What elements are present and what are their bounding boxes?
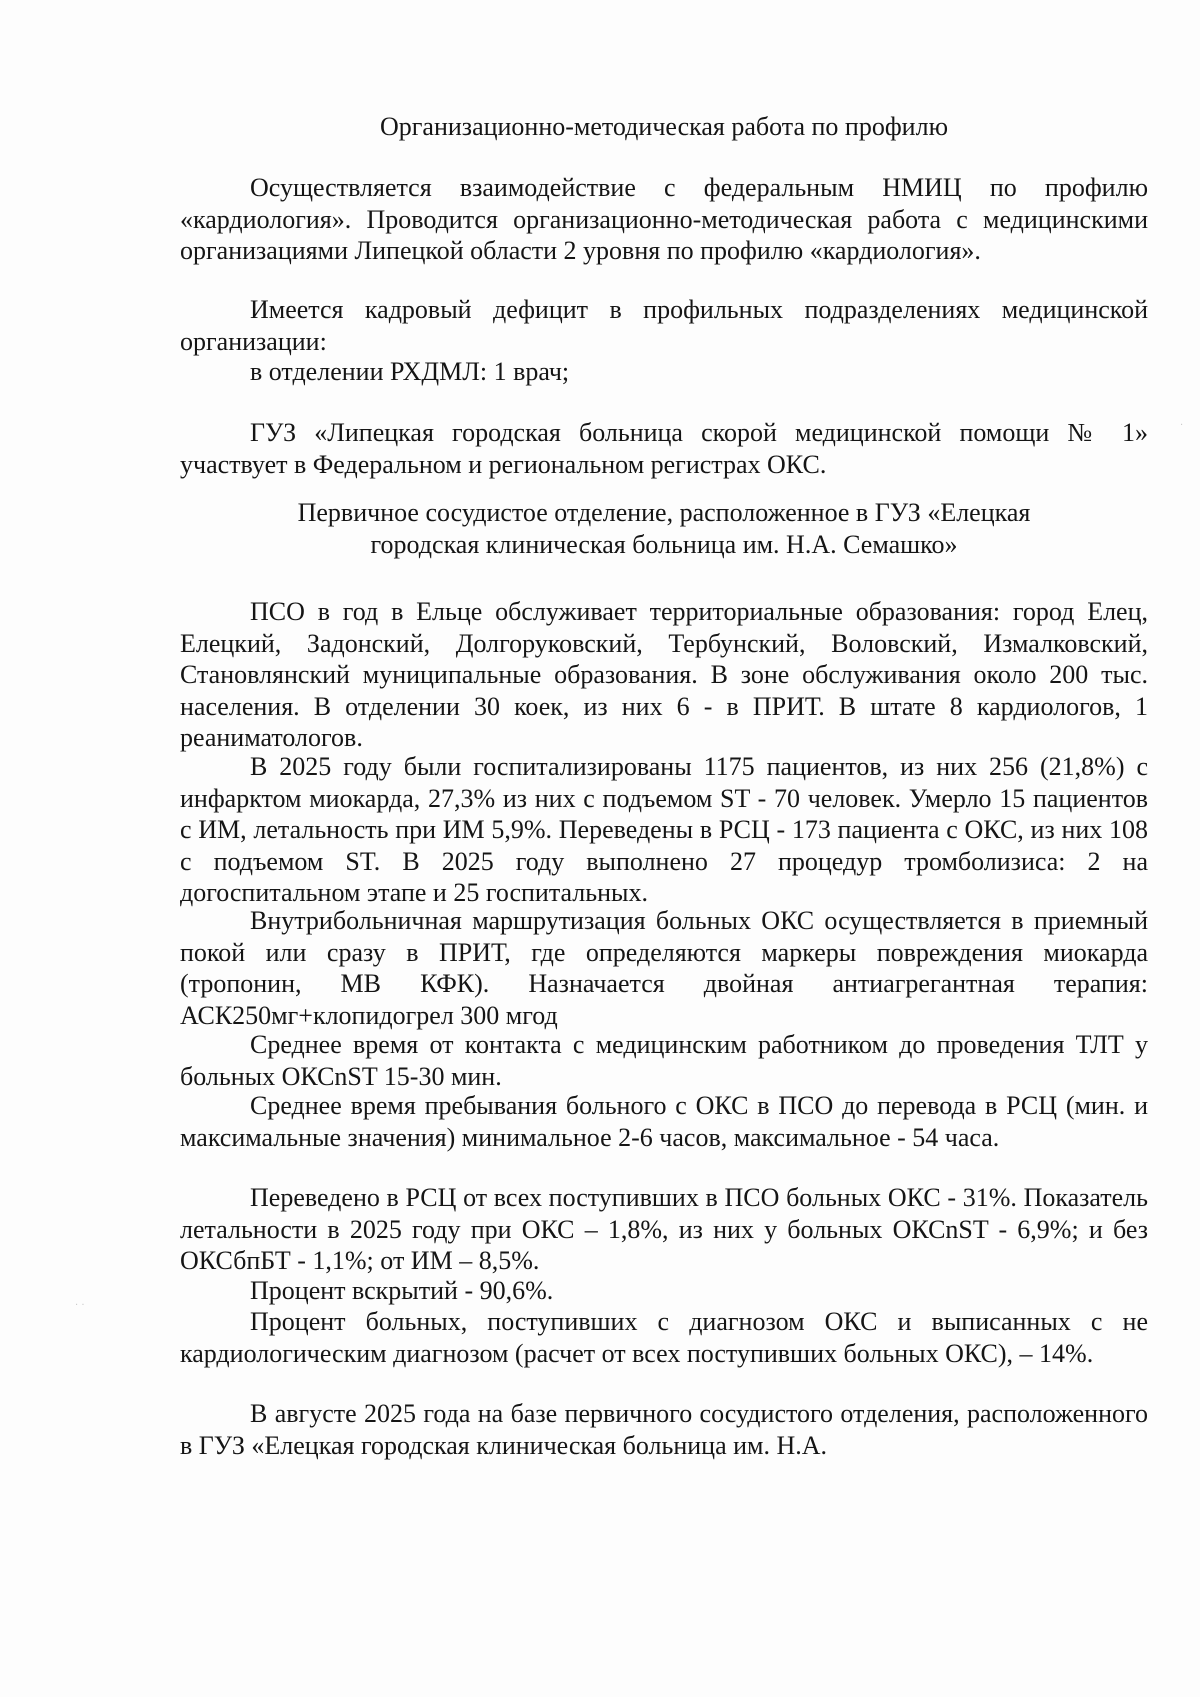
- section-title-line-2: городская клиническая больница им. Н.А. Семашко»: [370, 529, 958, 559]
- paragraph-staff-deficit: Имеется кадровый дефицит в профильных подразделениях медицинской организации:: [180, 295, 1148, 356]
- paragraph-rhdml-vacancy: в отделении РХДМЛ: 1 врач;: [250, 357, 570, 386]
- paragraph-transfer-mortality: Переведено в РСЦ от всех поступивших в ПСО больных ОКС - 31%. Показатель летальности в 2025 году при ОКС – 1,8%, из них у больных ОКСnST - 6,9%; и без ОКСбпБТ - 1,1%; от ИМ – 8,5%.: [180, 1183, 1148, 1275]
- paragraph-registry-participation: ГУЗ «Липецкая городская больница скорой медицинской помощи № 1» участвует в Федеральном и региональном регистрах ОКС.: [180, 418, 1148, 479]
- section-title-methodical-work: Организационно-методическая работа по профилю: [379, 112, 948, 141]
- paragraph-internal-routing: Внутрибольничная маршрутизация больных ОКС осуществляется в приемный покой или сразу в ПРИТ, где определяются маркеры повреждения миокарда (тропонин, МВ КФК). Назначается двойная антиагрегантная терапия: АСК250мг+клопидогрел 300 мгод: [180, 906, 1148, 1030]
- paragraph-nmic-interaction: Осуществляется взаимодействие с федеральным НМИЦ по профилю «кардиология». Проводится организационно-методическая работа с медицинскими организациями Липецкой области 2 уровня по профилю «кардиология».: [180, 173, 1148, 265]
- scan-speck: · ·: [75, 1300, 85, 1311]
- paragraph-stay-time: Среднее время пребывания больного с ОКС в ПСО до перевода в РСЦ (мин. и максимальные значения) минимальное 2-6 часов, максимальное - 54 часа.: [180, 1091, 1148, 1152]
- section-title-line-1: Первичное сосудистое отделение, расположенное в ГУЗ «Елецкая: [297, 498, 1031, 527]
- paragraph-non-cardiac-discharge: Процент больных, поступивших с диагнозом ОКС и выписанных с не кардиологическим диагнозом (расчет от всех поступивших больных ОКС), – 14%.: [180, 1307, 1148, 1368]
- paragraph-hospitalization-stats: В 2025 году были госпитализированы 1175 пациентов, из них 256 (21,8%) с инфарктом миокарда, 27,3% из них с подъемом ST - 70 человек. Умерло 15 пациентов с ИМ, летальность при ИМ 5,9%. Переведены в РСЦ - 173 пациента с ОКС, из них 108 с подъемом ST. В 2025 году выполнено 27 процедур тромболизиса: 2 на догоспитальном этапе и 25 госпитальных.: [180, 752, 1148, 907]
- section-title-pso-yelets: [180, 497, 1148, 560]
- paragraph-august-2025: В августе 2025 года на базе первичного сосудистого отделения, расположенного в ГУЗ «Елецкая городская клиническая больница им. Н.А.: [180, 1399, 1148, 1460]
- paragraph-tlt-time: Среднее время от контакта с медицинским работником до проведения ТЛТ у больных ОКСnST 15-30 мин.: [180, 1030, 1148, 1091]
- paragraph-autopsy-rate: Процент вскрытий - 90,6%.: [250, 1276, 554, 1305]
- paragraph-pso-coverage: ПСО в год в Ельце обслуживает территориальные образования: город Елец, Елецкий, Задонский, Долгоруковский, Тербунский, Воловский, Измалковский, Становлянский муниципальные образования. В зоне обслуживания около 200 тыс. населения. В отделении 30 коек, из них 6 - в ПРИТ. В штате 8 кардиологов, 1 реаниматологов.: [180, 597, 1148, 752]
- scan-speck: ·: [1180, 420, 1184, 431]
